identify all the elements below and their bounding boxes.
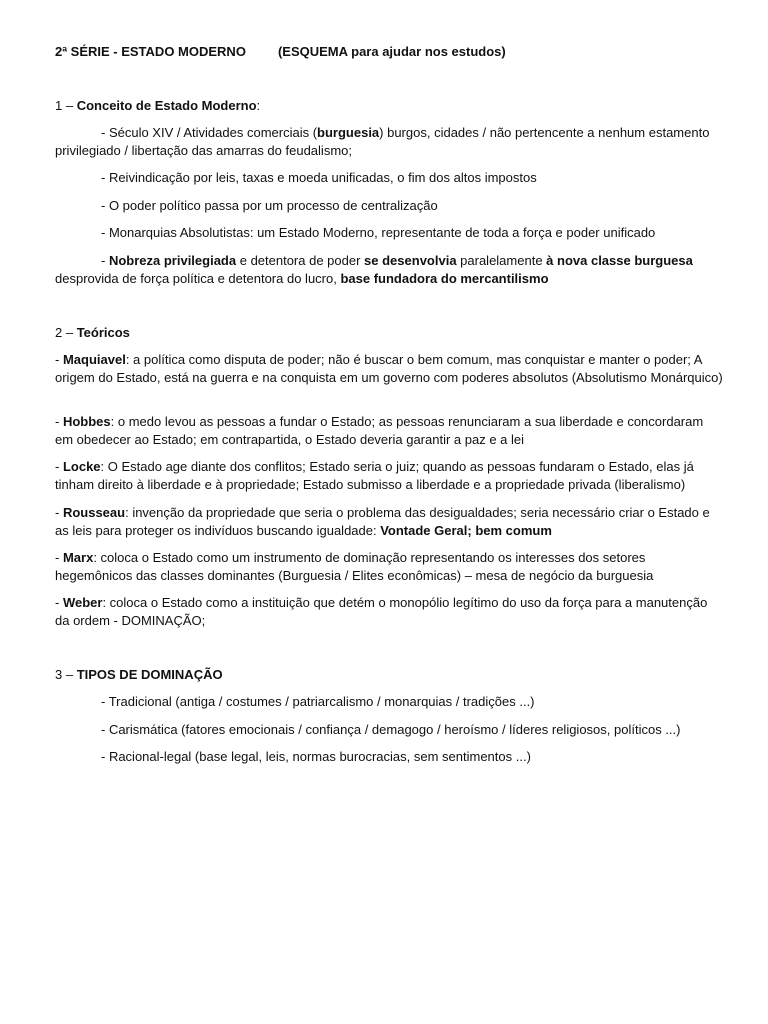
- text-run: - Século XIV / Atividades comerciais (: [101, 125, 318, 140]
- text-run: -: [55, 550, 63, 565]
- bold-run: à nova classe burguesa: [546, 253, 693, 268]
- theorist-name: Rousseau: [62, 505, 126, 520]
- theorist-name: Weber: [62, 595, 103, 610]
- section1-item-3: - O poder político passa por um processo de centralização: [101, 198, 438, 213]
- bold-run: burguesia: [317, 125, 380, 140]
- text-run: : invenção da propriedade que seria o problema das desigualdades; seria necessário criar o Estado e as leis para proteger os indivíduos buscando igualdade:: [55, 505, 710, 538]
- section3-number: 3 –: [55, 667, 77, 682]
- text-run: : o medo levou as pessoas a fundar o Estado; as pessoas renunciaram a sua liberdade e concordaram em obedecer ao Estado; em contrapartida, o Estado deveria garantir a paz e a lei: [55, 414, 704, 447]
- text-run: ) burgos, cidades / não pertencente a nenhum estamento privilegiado / libertação das amarras do feudalismo;: [55, 125, 710, 158]
- text-run: : O Estado age diante dos conflitos; Estado seria o juiz; quando as pessoas fundaram o Estado, elas já tinham direito à liberdade e à propriedade; Estado submisso a liberdade e a propriedade privada (liberalismo): [55, 459, 694, 492]
- title-text: 2ª SÉRIE - ESTADO MODERNO: [55, 44, 246, 59]
- theorist-rousseau: [55, 504, 723, 539]
- text-run: : coloca o Estado como um instrumento de dominação representando os interesses dos setores hegemônicos das classes dominantes (Burguesia / Elites econômicas) – mesa de negócio da burguesia: [55, 550, 654, 583]
- text-run: desprovida de força política e detentora do lucro,: [55, 270, 341, 286]
- section2-number: 2 –: [55, 325, 77, 340]
- text-run: -: [55, 459, 63, 474]
- text-run: -: [55, 352, 63, 367]
- theorist-name: Locke: [62, 459, 101, 474]
- theorist-maquiavel: [55, 351, 723, 386]
- section1-item-4: - Monarquias Absolutistas: um Estado Moderno, representante de toda a força e poder unificado: [101, 225, 656, 240]
- text-run: -: [55, 595, 63, 610]
- text-run: : coloca o Estado como a instituição que detém o monopólio legítimo do uso da força para a manutenção da ordem - DOMINAÇÃO;: [55, 595, 708, 628]
- bold-run: se desenvolvia: [364, 253, 457, 268]
- theorist-marx: [55, 549, 723, 584]
- theorist-name: Marx: [62, 550, 94, 565]
- section1-item-1: [55, 124, 723, 159]
- section1-number: 1 –: [55, 98, 77, 113]
- section1-colon: :: [256, 98, 261, 113]
- bold-run: Vontade Geral; bem comum: [380, 522, 552, 538]
- section3-heading: [55, 666, 723, 684]
- section1-heading: [55, 97, 723, 115]
- section3-item-1: - Tradicional (antiga / costumes / patriarcalismo / monarquias / tradições ...): [101, 694, 535, 709]
- theorist-name: Hobbes: [62, 414, 111, 429]
- bold-run: Nobreza privilegiada: [108, 253, 237, 268]
- theorist-locke: [55, 458, 723, 493]
- text-run: -: [55, 505, 63, 520]
- section3-item-2: - Carismática (fatores emocionais / confiança / demagogo / heroísmo / líderes religiosos, políticos ...): [101, 722, 681, 737]
- section1-item-2: - Reivindicação por leis, taxas e moeda unificadas, o fim dos altos impostos: [101, 170, 537, 185]
- section1-item-5: [55, 252, 723, 287]
- text-run: paralelamente: [456, 253, 547, 268]
- text-run: -: [101, 253, 109, 268]
- theorist-hobbes: [55, 413, 723, 448]
- section2-heading: [55, 324, 723, 342]
- theorist-weber: [55, 594, 723, 629]
- section3-item-3: - Racional-legal (base legal, leis, normas burocracias, sem sentimentos ...): [101, 749, 531, 764]
- subtitle-text: (ESQUEMA para ajudar nos estudos): [277, 44, 506, 59]
- bold-run: base fundadora do mercantilismo: [340, 270, 549, 286]
- text-run: e detentora de poder: [236, 253, 365, 268]
- section1-title: Conceito de Estado Moderno: [76, 98, 257, 113]
- section3-title: TIPOS DE DOMINAÇÃO: [76, 667, 223, 682]
- text-run: -: [55, 414, 63, 429]
- theorist-name: Maquiavel: [62, 352, 126, 367]
- document-title: [55, 43, 506, 61]
- section2-title: Teóricos: [76, 325, 130, 340]
- text-run: : a política como disputa de poder; não é buscar o bem comum, mas conquistar e manter o poder; A origem do Estado, está na guerra e na conquista em um governo com poderes absolutos (Absolutismo Monárquico): [55, 352, 723, 385]
